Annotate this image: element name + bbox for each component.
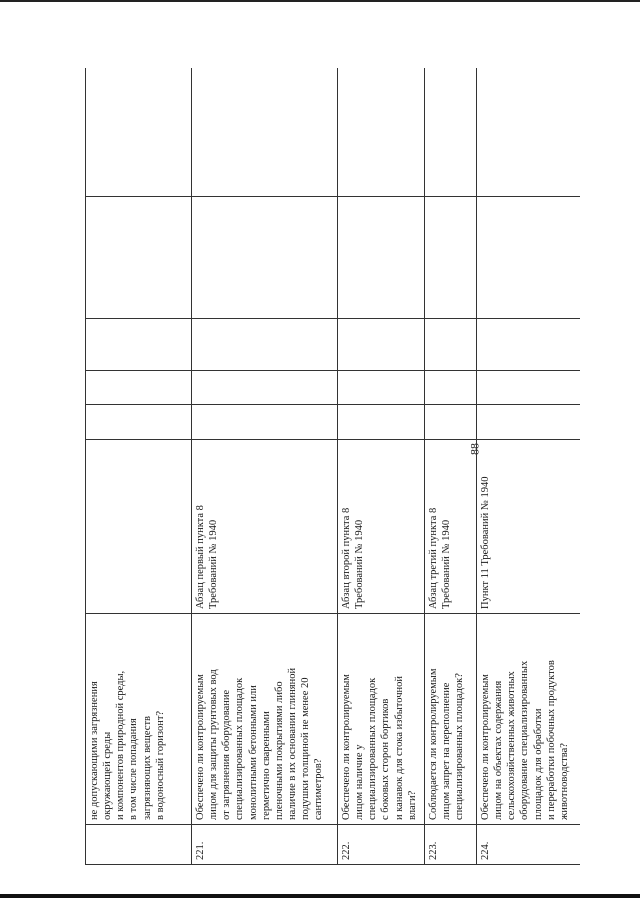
row-number: [86, 825, 192, 865]
reference-cell: [86, 440, 192, 614]
extra-cell: [338, 68, 425, 197]
answer-no-cell: [192, 371, 338, 405]
note-cell: [425, 197, 477, 319]
row-number: 221.: [192, 825, 338, 865]
table-row: [192, 68, 338, 865]
answer-yes-cell: [192, 405, 338, 440]
question-cell: Обеспечено ли контролируемым лицом для защиты грунтовых вод от загрязнения оборудование специализированных площадок монолитными бетонными или герметично сваренными пленочными покрытиями либо наличие в их основании глиняной подушки толщиной не менее 20 сантиметров?: [192, 614, 338, 825]
table-row: [86, 68, 192, 865]
rotated-table-wrapper: [85, 68, 580, 865]
extra-cell: [477, 68, 581, 197]
extra-cell: [86, 68, 192, 197]
question-cell: не допускающими загрязнения окружающей среды и компонентов природной среды, в том числе попадания загрязняющих веществ в водоносный горизонт?: [86, 614, 192, 825]
rotated-table-area: [85, 68, 580, 865]
reference-cell: Пункт 11 Требований № 1940: [477, 440, 581, 614]
requirements-table: [85, 68, 580, 865]
answer-no-cell: [338, 371, 425, 405]
answer-yes-cell: [338, 405, 425, 440]
not-applicable-cell: [192, 319, 338, 371]
answer-yes-cell: [425, 405, 477, 440]
not-applicable-cell: [86, 319, 192, 371]
question-cell: Соблюдается ли контролируемым лицом запрет на переполнение специализированных площадок?: [425, 614, 477, 825]
not-applicable-cell: [338, 319, 425, 371]
page-number: 88: [467, 443, 482, 455]
reference-cell: Абзац второй пункта 8 Требований № 1940: [338, 440, 425, 614]
table-row: [425, 68, 477, 865]
question-cell: Обеспечено ли контролируемым лицом наличие у специализированных площадок с боковых сторон бортиков и канавок для стока избыточной влаги?: [338, 614, 425, 825]
answer-yes-cell: [86, 405, 192, 440]
answer-no-cell: [425, 371, 477, 405]
not-applicable-cell: [477, 319, 581, 371]
answer-yes-cell: [477, 405, 581, 440]
reference-cell: Абзац первый пункта 8 Требований № 1940: [192, 440, 338, 614]
extra-cell: [425, 68, 477, 197]
question-cell: Обеспечено ли контролируемым лицом на объектах содержания сельскохозяйственных животных оборудование специализированных площадок для обработки и переработки побочных продуктов животноводства?: [477, 614, 581, 825]
note-cell: [86, 197, 192, 319]
table-row: [477, 68, 581, 865]
not-applicable-cell: [425, 319, 477, 371]
scan-edge-top: [0, 0, 640, 2]
note-cell: [192, 197, 338, 319]
reference-cell: Абзац третий пункта 8 Требований № 1940: [425, 440, 477, 614]
row-number: 223.: [425, 825, 477, 865]
scan-edge-bottom: [0, 894, 640, 898]
answer-no-cell: [86, 371, 192, 405]
table-row: [338, 68, 425, 865]
extra-cell: [192, 68, 338, 197]
row-number: 222.: [338, 825, 425, 865]
note-cell: [338, 197, 425, 319]
note-cell: [477, 197, 581, 319]
row-number: 224.: [477, 825, 581, 865]
answer-no-cell: [477, 371, 581, 405]
